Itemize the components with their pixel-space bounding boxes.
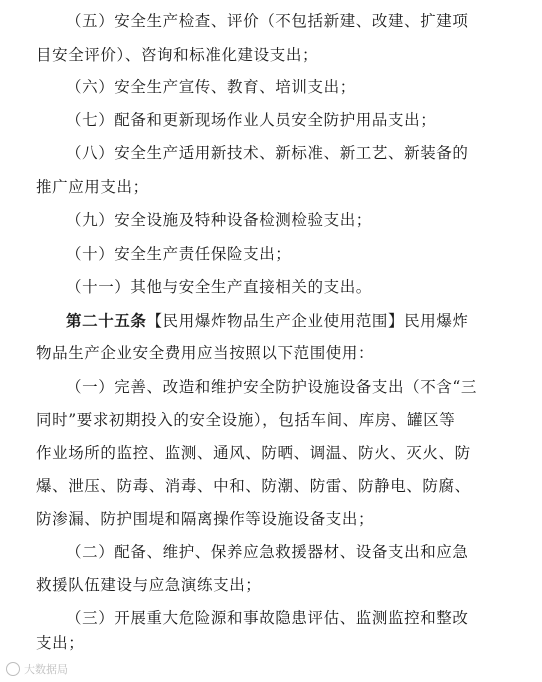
paragraph-line: 推广应用支出；	[36, 178, 149, 196]
paragraph-line: （八）安全生产适用新技术、新标准、新工艺、新装备的	[66, 144, 469, 162]
watermark	[6, 660, 68, 678]
paragraph-line: 同时”要求初期投入的安全设施），包括车间、库房、罐区等	[36, 411, 456, 429]
paragraph-line: 作业场所的监控、监测、通风、防晒、调温、防火、灭火、防	[36, 444, 471, 462]
paragraph-line: 救援队伍建设与应急演练支出；	[36, 576, 262, 594]
paragraph-line: 爆、泄压、防毒、消毒、中和、防潮、防雷、防静电、防腐、	[36, 477, 471, 495]
paragraph-line: （一）完善、改造和维护安全防护设施设备支出（不含“三	[66, 378, 478, 396]
paragraph-line: （六）安全生产宣传、教育、培训支出；	[66, 78, 356, 96]
paragraph-line: （二）配备、维护、保养应急救援器材、设备支出和应急	[66, 543, 469, 561]
article-heading-text: 【民用爆炸物品生产企业使用范围】民用爆炸	[146, 312, 469, 330]
article-number: 第二十五条	[66, 311, 147, 330]
paragraph-line: （五）安全生产检查、评价（不包括新建、改建、扩建项	[66, 12, 469, 30]
article-heading-line	[0, 304, 542, 338]
paragraph-line: （十）安全生产责任保险支出；	[66, 245, 292, 263]
watermark-text: 大数据局	[24, 663, 68, 676]
paragraph-line: （三）开展重大危险源和事故隐患评估、监测监控和整改	[66, 609, 469, 627]
paragraph-line: 防渗漏、防护围堤和隔离操作等设施设备支出；	[36, 510, 375, 528]
paragraph-line: （九）安全设施及特种设备检测检验支出；	[66, 211, 372, 229]
paragraph-line: （十一）其他与安全生产直接相关的支出。	[66, 278, 372, 296]
watermark-logo-icon	[6, 662, 20, 676]
paragraph-line: 支出；	[36, 634, 85, 652]
paragraph-line: 目安全评价）、咨询和标准化建设支出；	[36, 46, 319, 64]
paragraph-line: （七）配备和更新现场作业人员安全防护用品支出；	[66, 111, 437, 129]
paragraph-line: 物品生产企业安全费用应当按照以下范围使用：	[36, 344, 375, 362]
